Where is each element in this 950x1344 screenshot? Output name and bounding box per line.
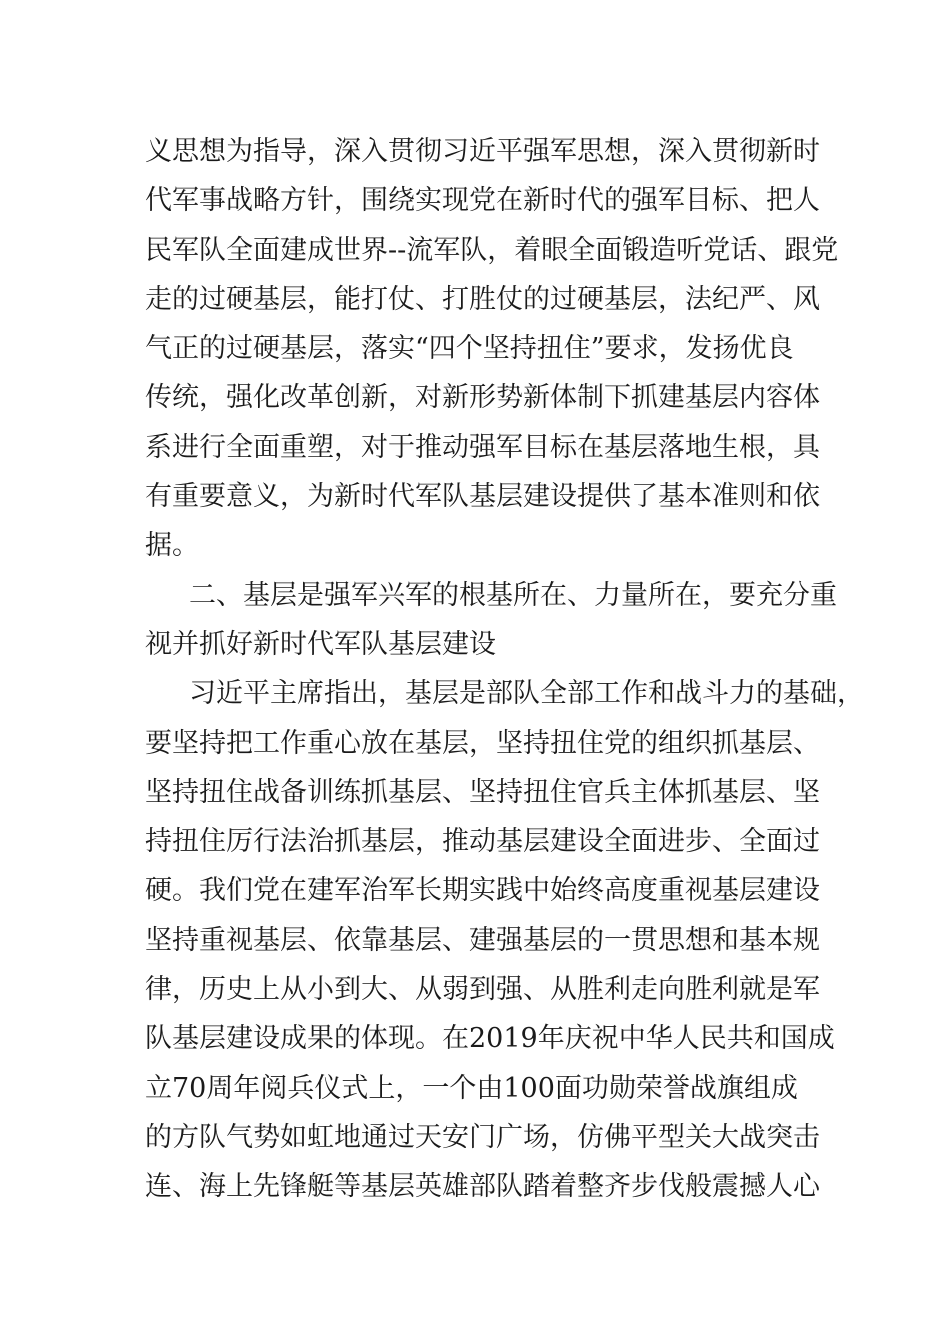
text-line: 坚持扭住战备训练抓基层、坚持扭住官兵主体抓基层、坚 <box>145 776 820 808</box>
text-line: 代军事战略方针，围绕实现党在新时代的强军目标、把人 <box>145 185 820 217</box>
text-line: 系进行全面重塑，对于推动强军目标在基层落地生根，具 <box>145 431 820 463</box>
text-line: 连、海上先锋艇等基层英雄部队踏着整齐步伐般震撼人心 <box>145 1171 820 1203</box>
text-line: 坚持重视基层、依靠基层、建强基层的一贯思想和基本规 <box>145 924 820 956</box>
text-line: 硬。我们党在建军治军长期实践中始终高度重视基层建设 <box>145 875 820 907</box>
text-line: 走的过硬基层，能打仗、打胜仗的过硬基层，法纪严、风 <box>145 283 820 315</box>
text-line: 义思想为指导，深入贯彻习近平强军思想，深入贯彻新时 <box>145 136 820 167</box>
text-line: 律，历史上从小到大、从弱到强、从胜利走向胜利就是军 <box>145 974 820 1006</box>
section-heading-line: 二、基层是强军兴军的根基所在、力量所在，要充分重 <box>189 579 837 611</box>
text-line: 气正的过硬基层，落实“四个坚持扭住”要求，发扬优良 <box>145 333 794 365</box>
section-heading-line: 视并抓好新时代军队基层建设 <box>145 628 496 660</box>
text-line: 要坚持把工作重心放在基层，坚持扭住党的组织抓基层、 <box>145 727 820 759</box>
text-line: 有重要意义，为新时代军队基层建设提供了基本准则和依 <box>145 481 820 513</box>
text-line: 的方队气势如虹地通过天安门广场，仿佛平型关大战突击 <box>145 1121 820 1153</box>
text-line: 持扭住厉行法治抓基层，推动基层建设全面进步、全面过 <box>145 826 820 858</box>
text-line: 民军队全面建成世界--流军队，着眼全面锻造听党话、跟党 <box>145 234 839 266</box>
text-line: 习近平主席指出，基层是部队全部工作和战斗力的基础， <box>189 678 864 710</box>
text-line: 立70周年阅兵仪式上，一个由100面功勋荣誉战旗组成 <box>145 1072 798 1104</box>
document-body <box>145 127 864 1212</box>
text-line: 传统，强化改革创新，对新形势新体制下抓建基层内容体 <box>145 382 820 414</box>
text-line: 队基层建设成果的体现。在2019年庆祝中华人民共和国成 <box>145 1023 835 1055</box>
text-line: 据。 <box>145 530 199 562</box>
